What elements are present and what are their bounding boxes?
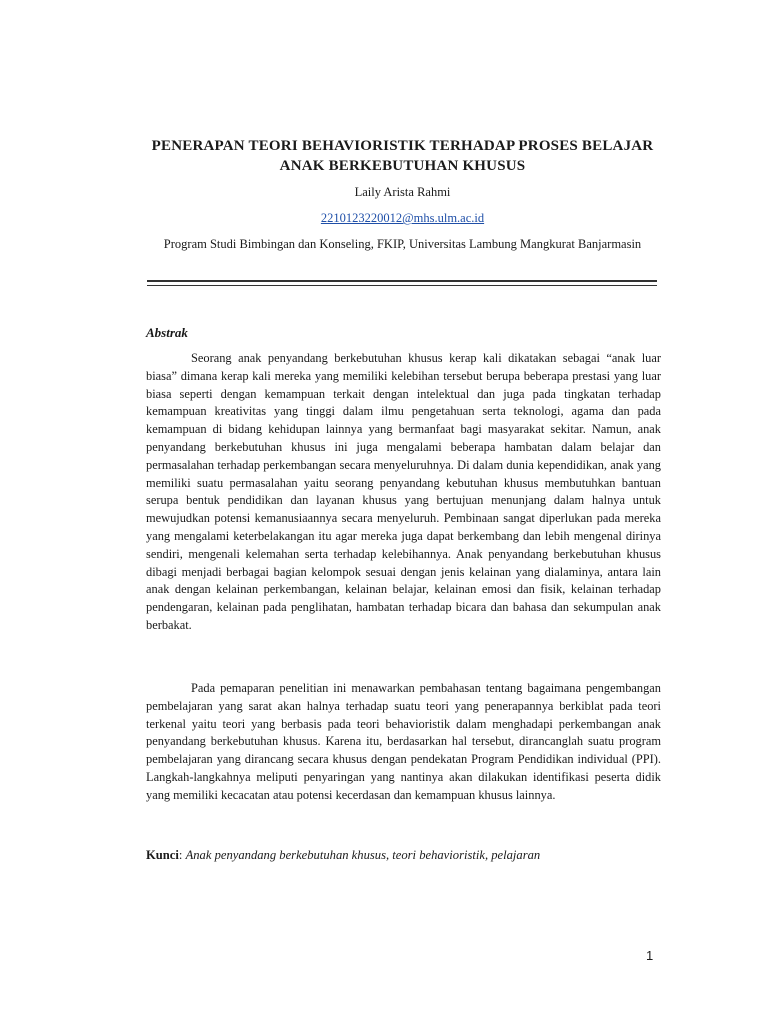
- keywords-line: [146, 847, 666, 864]
- author-email-line: [110, 210, 695, 226]
- keywords-text: Anak penyandang berkebutuhan khusus, teori behavioristik, pelajaran: [185, 848, 541, 862]
- keywords-separator: :: [178, 848, 186, 862]
- page-number: 1: [646, 948, 654, 963]
- keywords-label: Kunci: [146, 848, 179, 862]
- author-name: Laily Arista Rahmi: [354, 185, 451, 199]
- abstract-paragraph-1: Seorang anak penyandang berkebutuhan khusus kerap kali dikatakan sebagai “anak luar biasa” dimana kerap kali mereka yang memiliki kelebihan tersebut berupa beberapa prestasi yang luar biasa seperti dengan kemampuan terkait dengan intelektual dan juga pada tingkatan terhadap kemampuan kreativitas yang tinggi dalam ilmu pengetahuan serta teknologi, agama dan pada kemampuan di bidang kehidupan lainnya yang bermanfaat bagi masyarakat sekitar. Namun, anak penyandang berkebutuhan khusus ini juga mengalami beberapa hambatan dalam belajar dan permasalahan terhadap perkembangan secara menyeluruhnya. Di dalam dunia kependidikan, anak yang memiliki suatu permasalahan yaitu seorang penyandang kebutuhan khusus membutuhkan bantuan serupa bentuk pendidikan dan layanan khusus yang bertujuan menunjang dalam halnya untuk mewujudkan potensi kemanusiaannya secara menyeluruh. Pembinaan sangat diperlukan pada mereka yang mengalami keterbelakangan itu agar mereka juga dapat berkembang dan lebih mengenal dirinya sendiri, mengenali kelemahan serta terhadap kelebihannya. Anak penyandang berkebutuhan khusus dibagi menjadi berbagai bagian kelompok sesuai dengan jenis kelainan yang dialaminya, antara lain anak dengan kelainan perkembangan, kelainan belajar, kelainan emosi dan fisik, kelainan terhadap pendengaran, kelainan pada penglihatan, hambatan terhadap bicara dan bahasa dan sekumpulan anak berbakat.: [146, 351, 661, 632]
- paper-title-line-1: PENERAPAN TEORI BEHAVIORISTIK TERHADAP PROSES BELAJAR: [151, 138, 654, 154]
- author-email-link[interactable]: 2210123220012@mhs.ulm.ac.id: [320, 211, 485, 225]
- paper-title: [110, 136, 695, 176]
- header-divider-thick: [147, 280, 657, 282]
- author-affiliation: Program Studi Bimbingan dan Konseling, FKIP, Universitas Lambung Mangkurat Banjarmasin: [163, 237, 642, 251]
- paper-title-line-2: ANAK BERKEBUTUHAN KHUSUS: [279, 158, 526, 174]
- abstract-paragraph-2: Pada pemaparan penelitian ini menawarkan pembahasan tentang bagaimana pengembangan pembelajaran yang sarat akan halnya terhadap suatu teori yang penerapannya berkiblat pada teori terkenal yaitu teori yang berbasis pada teori behavioristik dalam menghadapi perkembangan anak penyandang berkebutuhan khusus. Karena itu, berdasarkan hal tersebut, dirancanglah suatu program pembelajaran yang dirancang secara khusus dengan pendekatan Program Pendidikan individual (PPI). Langkah-langkahnya meliputi penyaringan yang nantinya akan dilakukan identifikasi peserta didik yang memiliki kecacatan atau potensi kecerdasan dan kemampuan khusus lainnya.: [146, 681, 661, 802]
- abstract-heading: Abstrak: [146, 325, 188, 340]
- header-divider-thin: [147, 285, 657, 286]
